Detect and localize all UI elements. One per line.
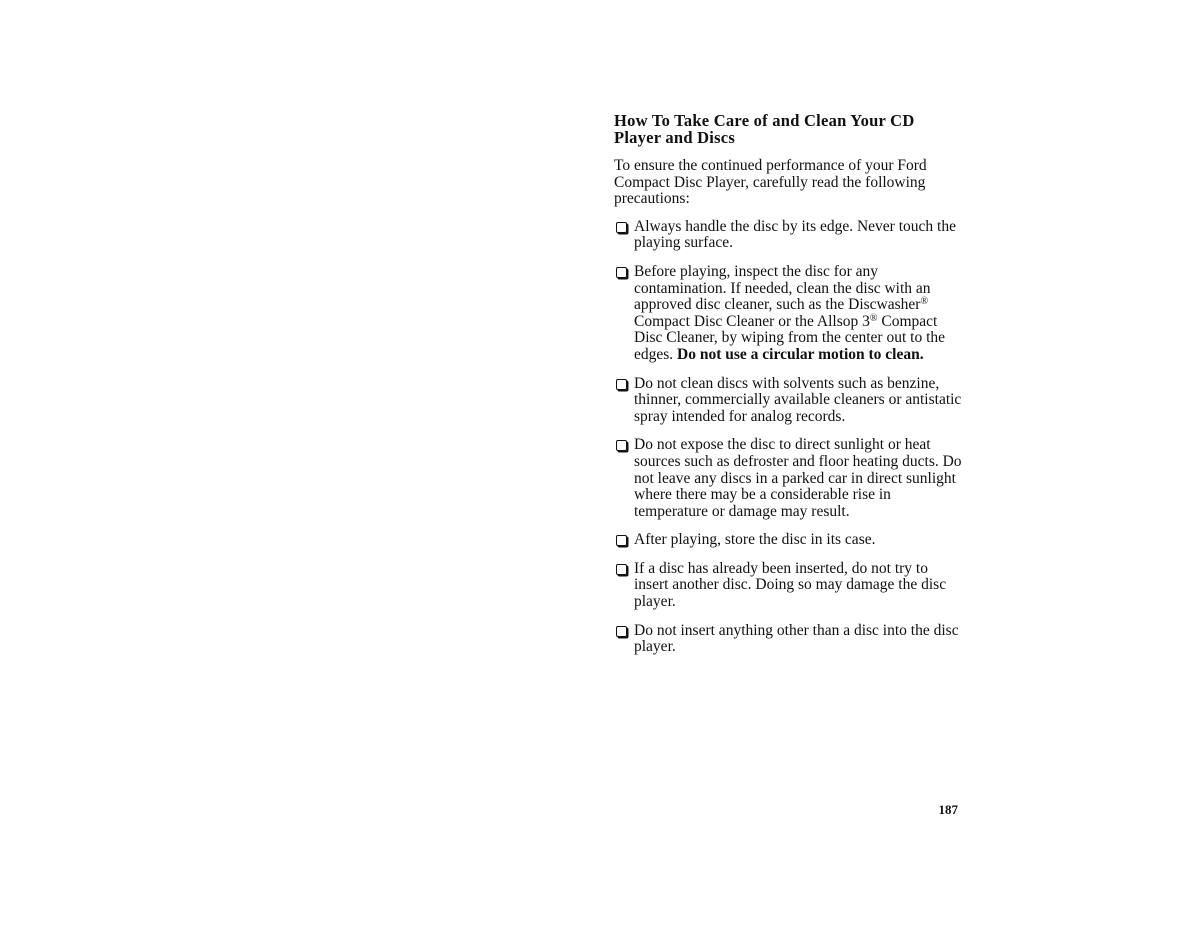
precaution-item-3 (614, 376, 964, 426)
precaution-text-part-3: Compact Disc Cleaner, by wiping from the center out to the edges. (634, 312, 946, 363)
precaution-item-1 (614, 219, 964, 252)
checkbox-icon (616, 564, 627, 575)
precaution-text: Always handle the disc by its edge. Never touch the playing surface. (634, 217, 956, 252)
precaution-item-6 (614, 561, 964, 611)
checkbox-icon (616, 626, 627, 637)
intro-paragraph: To ensure the continued performance of your Ford Compact Disc Player, carefully read the following precautions: (614, 157, 927, 208)
precaution-text: Do not expose the disc to direct sunlight or heat sources such as defroster and floor heating ducts. Do not leave any discs in a parked car in direct sunlight where there may be a considerable rise in temperature or damage may result. (634, 436, 962, 520)
section-heading (614, 112, 964, 146)
registered-mark: ® (920, 296, 929, 308)
section-heading-line-1: How To Take Care of and Clean Your CD (614, 111, 915, 130)
precaution-text: Do not clean discs with solvents such as benzine, thinner, commercially available cleaners or antistatic spray intended for analog records. (634, 374, 962, 425)
precaution-item-5 (614, 532, 964, 549)
registered-mark: ® (869, 312, 878, 324)
precaution-warning: Do not use a circular motion to clean. (677, 345, 924, 363)
precaution-text-part-1: Before playing, inspect the disc for any contamination. If needed, clean the disc with an approved disc cleaner, such as the Discwasher (634, 262, 931, 314)
precaution-text-part-2: Compact Disc Cleaner or the Allsop 3 (634, 312, 870, 330)
checkbox-icon (616, 379, 627, 390)
precaution-text: After playing, store the disc in its case. (634, 531, 876, 549)
checkbox-icon (616, 440, 627, 451)
precaution-item-7 (614, 623, 964, 656)
precaution-list (614, 219, 964, 656)
checkbox-icon (616, 267, 627, 278)
precaution-text: Do not insert anything other than a disc into the disc player. (634, 621, 959, 656)
checkbox-icon (616, 222, 627, 233)
section-heading-line-2: Player and Discs (614, 128, 736, 147)
checkbox-icon (616, 535, 627, 546)
precaution-text: If a disc has already been inserted, do not try to insert another disc. Doing so may damage the disc player. (634, 559, 947, 611)
precaution-item-4 (614, 437, 964, 520)
content-column (614, 112, 964, 668)
page-number: 187 (938, 802, 958, 817)
precaution-item-2 (614, 264, 964, 364)
